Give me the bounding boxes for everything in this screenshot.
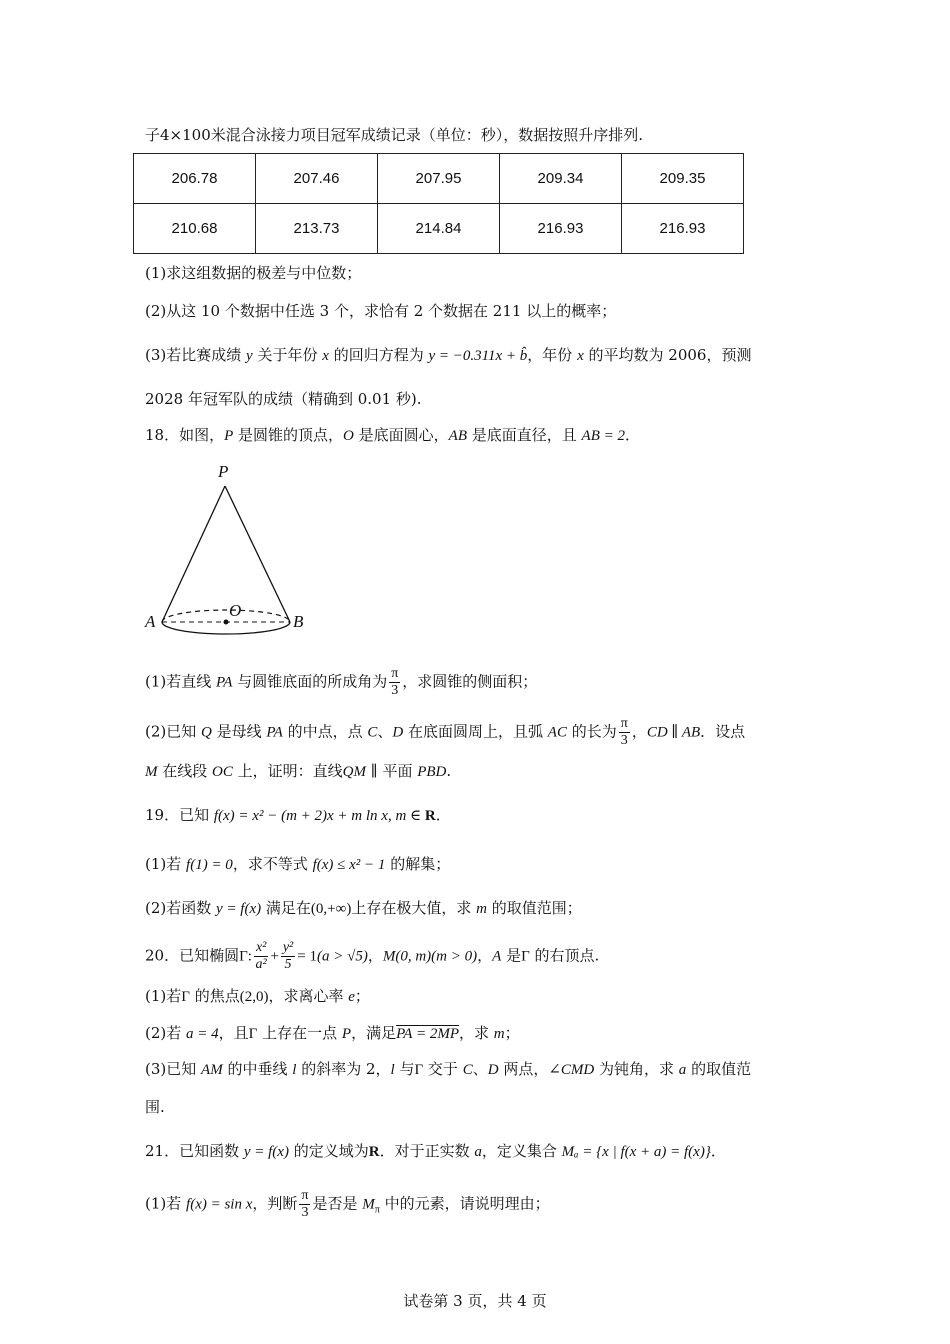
denominator: 3: [301, 1205, 309, 1220]
var: C: [462, 1062, 473, 1078]
table-cell: 213.73: [256, 204, 378, 254]
table-cell: 210.68: [134, 204, 256, 254]
q20-part2: [145, 1022, 520, 1045]
text: .: [446, 762, 452, 780]
table-cell: 209.35: [622, 154, 744, 204]
q20-part1: [145, 985, 370, 1008]
equation: y = f(x): [216, 901, 262, 917]
var: A: [492, 948, 502, 965]
text: 与: [394, 1060, 415, 1078]
var: Q: [201, 724, 212, 741]
gamma-symbol: Γ: [521, 948, 530, 965]
point-m: M(0, m)(m > 0): [382, 948, 478, 965]
colon: :: [247, 948, 252, 965]
table-row: [134, 154, 744, 204]
plus: +: [270, 948, 279, 965]
text: ．对于正实数: [379, 1142, 475, 1160]
function-definition: f(x) = x² − (m + 2)x + m ln x, m ∈: [213, 808, 425, 824]
denominator: 3: [391, 683, 399, 698]
text: 的取值范围；: [486, 899, 582, 917]
var: M: [145, 764, 158, 780]
q20-stem: [145, 940, 599, 973]
focus-point: (2,0): [239, 989, 269, 1005]
text: 的定义域为: [288, 1142, 369, 1160]
text: 、: [377, 722, 393, 741]
label-o: O: [229, 601, 242, 620]
q17-part1: (1)求这组数据的极差与中位数；: [145, 264, 362, 282]
denominator: 5: [284, 957, 292, 972]
text: 在底面圆周上，且弧: [403, 722, 548, 741]
fraction-pi-over-3: [389, 666, 400, 699]
inequality: f(x) ≤ x² − 1: [312, 857, 386, 873]
text: 、: [472, 1060, 488, 1078]
var: a: [474, 1144, 482, 1160]
text: 21．已知函数: [145, 1142, 244, 1160]
q19-part2: [145, 897, 582, 920]
var: QM: [342, 764, 366, 780]
var: AM: [201, 1062, 223, 1078]
real-set: R: [424, 808, 436, 824]
var: m: [493, 1026, 505, 1042]
text: (3)已知: [145, 1060, 202, 1078]
text: ；: [354, 987, 370, 1005]
real-set: R: [368, 1144, 380, 1160]
gamma-symbol: Γ: [239, 948, 248, 965]
var: P: [224, 428, 234, 444]
var: y: [246, 348, 253, 364]
text: 18．如图，: [145, 426, 225, 444]
fraction-y2-over-5: [281, 940, 295, 973]
gamma-symbol: Γ: [248, 1026, 258, 1042]
var: m: [476, 901, 487, 917]
var: D: [392, 724, 404, 741]
text: 上存在极大值，求: [351, 899, 477, 917]
numerator: π: [620, 716, 628, 731]
table-cell: 216.93: [622, 204, 744, 254]
table-cell: 209.34: [500, 154, 622, 204]
equation: f(x) = sin x: [186, 1196, 253, 1213]
text: (1)若: [145, 855, 187, 873]
gamma-symbol: Γ: [414, 1062, 424, 1078]
var: O: [343, 428, 354, 444]
text: 的长为: [566, 722, 617, 741]
table-cell: 207.46: [256, 154, 378, 204]
table-cell: 214.84: [378, 204, 500, 254]
set-definition: Mₐ = {x | f(x + a) = f(x)}: [561, 1144, 711, 1160]
text: (3)若比赛成绩: [145, 346, 247, 364]
gamma-symbol: Γ: [181, 989, 190, 1005]
q17-part3-cont: 2028 年冠军队的成绩（精确到 0.01 秒).: [145, 390, 422, 408]
var: AC: [547, 724, 567, 741]
text: 的中垂线: [222, 1060, 293, 1078]
fraction-pi-over-3: [619, 716, 630, 749]
text: 的平均数为 2006，预测: [583, 346, 752, 364]
text: 中的元素，请说明理由；: [379, 1194, 550, 1213]
text: ∥ 平面: [366, 762, 418, 780]
text: ，求圆锥的侧面积；: [402, 672, 538, 691]
vector-equation: PA = 2MP: [396, 1026, 459, 1042]
text: 的右顶点.: [529, 946, 600, 965]
q20-part3-cont: 围.: [145, 1098, 165, 1116]
var: e: [348, 989, 355, 1005]
text: 上存在一点: [257, 1024, 342, 1042]
text: ．: [625, 426, 641, 444]
q17-part2: (2)从这 10 个数据中任选 3 个，求恰有 2 个数据在 211 以上的概率；: [145, 302, 617, 320]
q19-part1: [145, 853, 450, 876]
equation: AB = 2: [581, 428, 625, 444]
condition: (a > √5): [316, 948, 368, 965]
text: 是: [501, 946, 522, 965]
q18-part2: [145, 716, 745, 749]
generatrix-pa: [162, 486, 225, 622]
fraction-x2-over-a2: [254, 940, 268, 973]
text: ．设点: [700, 722, 746, 741]
text: 是底面直径，且: [467, 426, 582, 444]
results-table: [133, 153, 744, 254]
page-footer: 试卷第 3 页，共 4 页: [403, 1292, 547, 1310]
text: 的斜率为 2，: [296, 1060, 391, 1078]
text: 两点，: [498, 1060, 549, 1078]
text: ，年份: [527, 346, 578, 364]
denominator: 3: [620, 733, 628, 748]
text: ，判断: [252, 1194, 298, 1213]
equation: f(1) = 0: [186, 857, 233, 873]
var: x: [322, 348, 329, 364]
text: 的解集；: [385, 855, 451, 873]
text: (1)若直线: [145, 672, 217, 691]
equation: y = f(x): [243, 1144, 289, 1160]
text: 19．已知: [145, 806, 214, 824]
text: ，满足: [351, 1024, 397, 1042]
var: a: [678, 1062, 687, 1078]
q20-part3: [145, 1058, 751, 1081]
var: PA: [216, 674, 233, 691]
text: (1)若: [145, 1194, 187, 1213]
var: l: [390, 1062, 395, 1078]
numerator: y²: [282, 940, 294, 955]
text: 是否是: [312, 1194, 363, 1213]
q18-part2-cont: [145, 760, 451, 783]
text: 20．已知椭圆: [145, 946, 240, 965]
numerator: π: [301, 1188, 309, 1203]
text: 的焦点: [189, 987, 240, 1005]
var: PA: [266, 724, 283, 741]
table-row: [134, 204, 744, 254]
text: ，: [631, 722, 647, 741]
table-cell: 216.93: [500, 204, 622, 254]
var: OC: [212, 764, 233, 780]
var: M: [362, 1196, 375, 1213]
text: ．: [710, 1142, 726, 1160]
regression-equation: y = −0.311x + b̂: [428, 348, 528, 364]
q21-part1: [145, 1188, 550, 1222]
text: 上，证明：直线: [232, 762, 343, 780]
label-p: P: [218, 462, 229, 481]
q21-stem: [145, 1140, 726, 1163]
label-b: B: [293, 612, 304, 631]
text: ，: [477, 946, 493, 965]
text: ，定义集合: [481, 1142, 562, 1160]
text: ，且: [218, 1024, 249, 1042]
numerator: π: [391, 666, 399, 681]
text: ，求离心率: [268, 987, 349, 1005]
text: 与圆锥底面的所成角为: [232, 672, 388, 691]
var: l: [292, 1062, 297, 1078]
var: C: [367, 724, 378, 741]
q19-stem: [145, 804, 451, 827]
fraction-pi-over-3: [299, 1188, 310, 1221]
text: ．: [435, 806, 451, 824]
text: ，求: [458, 1024, 494, 1042]
table-cell: 207.95: [378, 154, 500, 204]
text: (2)若函数: [145, 899, 217, 917]
var: P: [341, 1026, 352, 1042]
text: 关于年份: [252, 346, 323, 364]
q17-part3: [145, 344, 751, 367]
center-point: [224, 620, 229, 625]
table-cell: 206.78: [134, 154, 256, 204]
text: 为钝角，求: [594, 1060, 679, 1078]
angle: ∠CMD: [548, 1062, 595, 1078]
var: D: [487, 1062, 499, 1078]
label-a: A: [145, 612, 156, 631]
text: 的取值范: [686, 1060, 752, 1078]
text: 的中点，点: [282, 722, 368, 741]
numerator: x²: [255, 940, 267, 955]
q18-stem: [145, 424, 640, 447]
text: 满足在: [261, 899, 311, 917]
q18-part1: [145, 666, 537, 699]
parallel-relation: CD ∥ AB: [646, 724, 701, 741]
text: 是底面圆心，: [353, 426, 449, 444]
text: ；: [504, 1024, 520, 1042]
text: ，求不等式: [232, 855, 313, 873]
text: 的回归方程为: [328, 346, 429, 364]
text: 是母线: [211, 722, 267, 741]
text: (2)若: [145, 1024, 187, 1042]
text: (2)已知: [145, 722, 202, 741]
var: AB: [448, 428, 467, 444]
subscript: π: [374, 1204, 380, 1216]
var: x: [577, 348, 584, 364]
intro-text: 子4×100米混合泳接力项目冠军成绩记录（单位：秒），数据按照升序排列.: [145, 126, 644, 144]
interval: (0,+∞): [310, 901, 352, 917]
denominator: a²: [255, 957, 267, 972]
text: ，: [367, 946, 383, 965]
text: 交于: [423, 1060, 463, 1078]
equals-one: = 1: [297, 948, 317, 965]
text: 在线段: [157, 762, 213, 780]
text: 是圆锥的顶点，: [233, 426, 344, 444]
text: (1)若: [145, 987, 182, 1005]
var: PBD: [417, 764, 447, 780]
equation: a = 4: [186, 1026, 219, 1042]
